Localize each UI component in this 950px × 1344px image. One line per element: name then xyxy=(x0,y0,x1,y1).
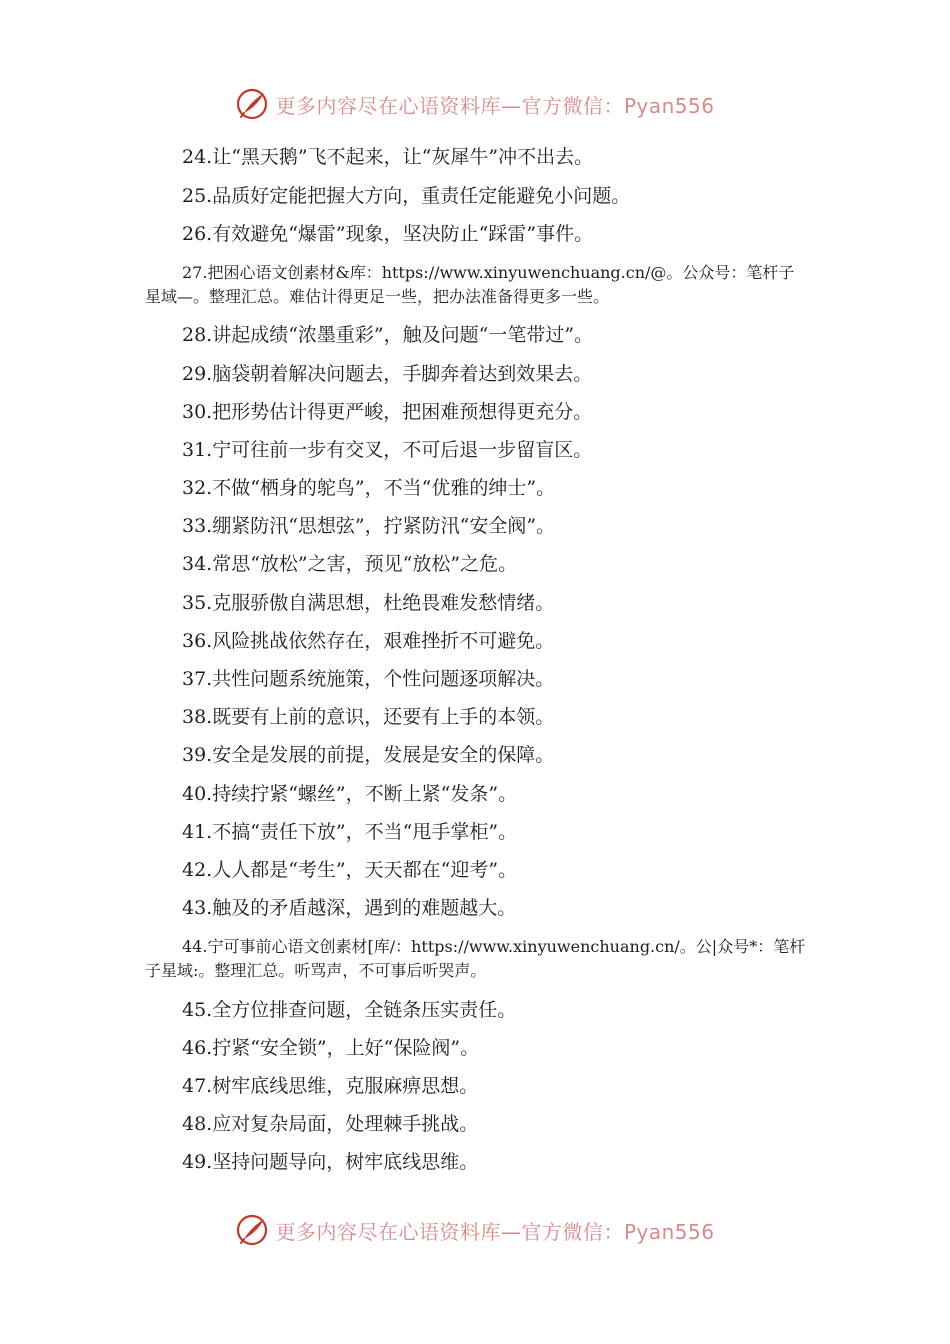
list-item: 32.不做“栖身的鸵鸟”，不当“优雅的绅士”。 xyxy=(182,477,556,499)
list-item: 27.把困心语文创素材&库：https://www.xinyuwenchuang.cn/@。公众号：笔杆子星域—。整理汇总。难估计得更足一些，把办法准备得更多一些。 xyxy=(145,263,795,306)
header-banner xyxy=(0,84,950,124)
list-item: 25.品质好定能把握大方向，重责任定能避免小问题。 xyxy=(182,185,631,207)
list-item: 26.有效避免“爆雷”现象，坚决防止“踩雷”事件。 xyxy=(182,223,594,245)
list-item: 35.克服骄傲自满思想，杜绝畏难发愁情绪。 xyxy=(182,592,555,614)
list-item: 33.绷紧防汛“思想弦”，拧紧防汛“安全阀”。 xyxy=(182,515,556,537)
quill-logo-icon xyxy=(235,87,269,121)
list-item: 24.让“黑天鹅”飞不起来，让“灰犀牛”冲不出去。 xyxy=(182,146,594,168)
list-item: 30.把形势估计得更严峻，把困难预想得更充分。 xyxy=(182,401,593,423)
footer-banner xyxy=(0,1210,950,1250)
list-item: 34.常思“放松”之害，预见“放松”之危。 xyxy=(182,553,518,575)
list-item: 31.宁可往前一步有交叉，不可后退一步留盲区。 xyxy=(182,439,593,461)
list-item: 42.人人都是“考生”，天天都在“迎考”。 xyxy=(182,859,518,881)
list-item: 29.脑袋朝着解决问题去，手脚奔着达到效果去。 xyxy=(182,363,593,385)
list-item: 43.触及的矛盾越深，遇到的难题越大。 xyxy=(182,897,517,919)
list-item: 49.坚持问题导向，树牢底线思维。 xyxy=(182,1151,479,1173)
list-item: 39.安全是发展的前提，发展是安全的保障。 xyxy=(182,744,555,766)
list-item: 47.树牢底线思维，克服麻痹思想。 xyxy=(182,1075,479,1097)
list-item: 36.风险挑战依然存在，艰难挫折不可避免。 xyxy=(182,630,555,652)
list-item: 46.拧紧“安全锁”，上好“保险阀”。 xyxy=(182,1037,480,1059)
list-item: 37.共性问题系统施策，个性问题逐项解决。 xyxy=(182,668,555,690)
footer-banner-text: 更多内容尽在心语资料库—官方微信：Pyan556 xyxy=(275,1219,715,1244)
quill-logo-icon xyxy=(235,1213,269,1247)
list-item: 28.讲起成绩“浓墨重彩”，触及问题“一笔带过”。 xyxy=(182,324,594,346)
list-item: 44.宁可事前心语文创素材[库/：https://www.xinyuwenchuang.cn/。公|众号*：笔杆子星域:。整理汇总。听骂声，不可事后听哭声。 xyxy=(145,937,806,980)
header-banner-text: 更多内容尽在心语资料库—官方微信：Pyan556 xyxy=(275,93,715,118)
list-item: 38.既要有上前的意识，还要有上手的本领。 xyxy=(182,706,555,728)
list-item: 45.全方位排查问题，全链条压实责任。 xyxy=(182,999,517,1021)
list-item: 40.持续拧紧“螺丝”，不断上紧“发条”。 xyxy=(182,783,518,805)
list-item: 48.应对复杂局面，处理棘手挑战。 xyxy=(182,1113,479,1135)
list-item: 41.不搞“责任下放”，不当“甩手掌柜”。 xyxy=(182,821,518,843)
